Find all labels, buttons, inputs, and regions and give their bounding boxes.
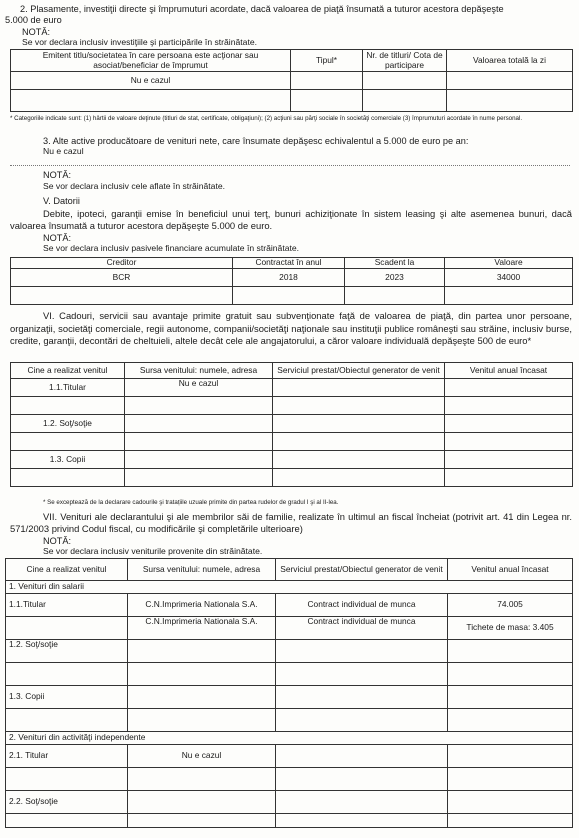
sec3-nota-text: Se vor declara inclusiv cele aflate în străinătate. bbox=[43, 181, 225, 191]
table-cell bbox=[125, 397, 273, 415]
table-cell bbox=[128, 768, 276, 791]
sec2-col-valoare: Valoarea totală la zi bbox=[447, 50, 573, 72]
sec7-row-sot: 1.2. Soţ/soţie bbox=[6, 640, 128, 663]
sec6-col-sursa: Sursa venitului: numele, adresa bbox=[125, 363, 273, 379]
sec5-valoare: 34000 bbox=[445, 269, 573, 287]
table-cell bbox=[276, 768, 448, 791]
sec2-col-nr-titluri: Nr. de titluri/ Cota de participare bbox=[363, 50, 447, 72]
sec6-col-cine: Cine a realizat venitul bbox=[11, 363, 125, 379]
sec7-row2-venit: Tichete de masa: 3.405 bbox=[448, 617, 573, 640]
table-cell bbox=[291, 72, 363, 90]
sec5-scadent: 2023 bbox=[345, 269, 445, 287]
table-cell bbox=[128, 663, 276, 686]
table-cell bbox=[448, 686, 573, 709]
sec2-row-text: Nu e cazul bbox=[11, 72, 291, 90]
table-cell bbox=[11, 90, 291, 112]
sec7-row-sot2: 2.2. Soţ/soţie bbox=[6, 791, 128, 814]
table-cell bbox=[128, 709, 276, 732]
dotted-divider bbox=[10, 165, 570, 166]
table-cell bbox=[445, 451, 573, 469]
sec7-titular2-nu-e-cazul: Nu e cazul bbox=[128, 745, 276, 768]
sec6-col-venitul: Venitul anual încasat bbox=[445, 363, 573, 379]
table-cell bbox=[128, 791, 276, 814]
table-cell bbox=[363, 90, 447, 112]
sec6-row-sot: 1.2. Soţ/soţie bbox=[11, 415, 125, 433]
table-cell bbox=[11, 287, 233, 305]
sec2-nota-text: Se vor declara inclusiv investiţiile şi participările în străinătate. bbox=[22, 37, 257, 47]
table-cell bbox=[448, 709, 573, 732]
sec5-contractat: 2018 bbox=[233, 269, 345, 287]
sec7-row-titular: 1.1.Titular bbox=[6, 594, 128, 617]
table-cell bbox=[273, 415, 445, 433]
table-cell bbox=[345, 287, 445, 305]
sec7-row1-sursa: C.N.Imprimeria Nationala S.A. bbox=[128, 594, 276, 617]
sec7-nota-text: Se vor declara inclusiv veniturile provenite din străinătate. bbox=[43, 546, 263, 556]
sec2-table bbox=[10, 49, 573, 112]
table-cell bbox=[448, 663, 573, 686]
table-cell bbox=[445, 397, 573, 415]
table-cell bbox=[448, 791, 573, 814]
sec6-nu-e-cazul: Nu e cazul bbox=[125, 379, 273, 397]
table-cell bbox=[363, 72, 447, 90]
table-cell bbox=[448, 814, 573, 828]
table-cell bbox=[448, 768, 573, 791]
sec2-heading-cont: 5.000 de euro bbox=[5, 15, 62, 25]
sec7-row-copii: 1.3. Copii bbox=[6, 686, 128, 709]
sec2-heading: 2. Plasamente, investiţii directe şi împrumuturi acordate, dacă valoarea de piaţă însumată a tuturor acestora depăşeşte bbox=[20, 4, 504, 14]
table-cell bbox=[125, 415, 273, 433]
sec2-col-emitent: Emitent titlu/societatea în care persoana este acţionar sau asociat/beneficiar de împrumut bbox=[11, 50, 291, 72]
sec7-col-venitul: Venitul anual încasat bbox=[448, 559, 573, 581]
sec6-row-copii: 1.3. Copii bbox=[11, 451, 125, 469]
sec6-footnote: * Se exceptează de la declarare cadourile şi tratațiile uzuale primite din partea rudelor de gradul I şi al II-lea. bbox=[43, 499, 339, 506]
table-cell bbox=[276, 814, 448, 828]
sec6-row-titular: 1.1.Titular bbox=[11, 379, 125, 397]
table-cell bbox=[125, 451, 273, 469]
sec7-table bbox=[5, 558, 573, 828]
table-cell bbox=[125, 433, 273, 451]
table-cell bbox=[448, 745, 573, 768]
sec7-col-serviciul: Serviciul prestat/Obiectul generator de venit bbox=[276, 559, 448, 581]
table-cell bbox=[11, 397, 125, 415]
sec7-row1-venit: 74.005 bbox=[448, 594, 573, 617]
table-cell bbox=[6, 768, 128, 791]
table-cell bbox=[6, 617, 128, 640]
sec5-col-valoare: Valoare bbox=[445, 258, 573, 269]
table-cell bbox=[273, 433, 445, 451]
sec7-row2-serviciul: Contract individual de munca bbox=[276, 617, 448, 640]
table-cell bbox=[276, 663, 448, 686]
sec2-col-tipul: Tipul* bbox=[291, 50, 363, 72]
table-cell bbox=[448, 640, 573, 663]
sec2-footnote: * Categoriile indicate sunt: (1) hârtii de valoare deţinute (titluri de stat, certificate, obligaţiuni); (2) acţiuni sau părţi sociale în societăţi comerciale (3) împrumuturi acordate în nume personal. bbox=[10, 115, 523, 122]
sec7-group-salarii: 1. Venituri din salarii bbox=[6, 581, 573, 594]
table-cell bbox=[291, 90, 363, 112]
sec5-creditor: BCR bbox=[11, 269, 233, 287]
table-cell bbox=[128, 640, 276, 663]
sec7-text: VII. Venituri ale declarantului şi ale membrilor săi de familie, realizate în ultimul an fiscal încheiat (potrivit art. 41 din Legea nr. 571/2003 privind Codul fiscal, cu modificările şi completările ulterioare) bbox=[10, 511, 572, 534]
table-cell bbox=[273, 451, 445, 469]
table-cell bbox=[11, 433, 125, 451]
table-cell bbox=[447, 72, 573, 90]
sec7-row1-serviciul: Contract individual de munca bbox=[276, 594, 448, 617]
table-cell bbox=[445, 433, 573, 451]
table-cell bbox=[445, 379, 573, 397]
sec7-col-cine: Cine a realizat venitul bbox=[6, 559, 128, 581]
sec2-nota: NOTĂ: bbox=[22, 27, 51, 37]
sec7-row-titular2: 2.1. Titular bbox=[6, 745, 128, 768]
table-cell bbox=[128, 814, 276, 828]
sec5-title: V. Datorii bbox=[43, 196, 80, 206]
table-cell bbox=[276, 640, 448, 663]
sec7-nota: NOTĂ: bbox=[43, 536, 72, 546]
table-cell bbox=[276, 709, 448, 732]
sec5-col-creditor: Creditor bbox=[11, 258, 233, 269]
sec5-col-contractat: Contractat în anul bbox=[233, 258, 345, 269]
sec5-nota: NOTĂ: bbox=[43, 233, 72, 243]
table-cell bbox=[11, 469, 125, 487]
sec3-heading: 3. Alte active producătoare de venituri nete, care însumate depăşesc echivalentul a 5.000 de euro pe an: bbox=[43, 136, 469, 146]
table-cell bbox=[6, 814, 128, 828]
table-cell bbox=[445, 469, 573, 487]
table-cell bbox=[233, 287, 345, 305]
table-cell bbox=[128, 686, 276, 709]
table-cell bbox=[276, 686, 448, 709]
sec6-table bbox=[10, 362, 573, 487]
table-cell bbox=[447, 90, 573, 112]
sec5-table bbox=[10, 257, 573, 305]
sec7-row2-sursa: C.N.Imprimeria Nationala S.A. bbox=[128, 617, 276, 640]
table-cell bbox=[445, 415, 573, 433]
table-cell bbox=[276, 791, 448, 814]
table-cell bbox=[273, 469, 445, 487]
sec6-col-serviciul: Serviciul prestat/Obiectul generator de venit bbox=[273, 363, 445, 379]
table-cell bbox=[6, 709, 128, 732]
sec6-text: VI. Cadouri, servicii sau avantaje primite gratuit sau subvenţionate faţă de valoarea de piaţă, din partea unor persoane, organizaţii, societăţi comerciale, regii autonome, companii/societăţi naţionale sau instituţii publice româneşti sau străine, inclusiv burse, credite, garanţii, decontări de cheltuieli, altele decât cele ale angajatorului, a căror valoare individuală depăşeşte 500 de euro* bbox=[10, 310, 572, 346]
table-cell bbox=[6, 663, 128, 686]
sec5-col-scadent: Scadent la bbox=[345, 258, 445, 269]
sec5-text: Debite, ipoteci, garanţii emise în beneficiul unui terţ, bunuri achiziţionate în sistem leasing şi alte asemenea bunuri, dacă valoarea însumată a tuturor acestora depăşeşte 5.000 de euro. bbox=[10, 208, 572, 231]
table-cell bbox=[445, 287, 573, 305]
table-cell bbox=[125, 469, 273, 487]
table-cell bbox=[273, 379, 445, 397]
sec3-nota: NOTĂ: bbox=[43, 170, 72, 180]
table-cell bbox=[273, 397, 445, 415]
sec7-group-independente: 2. Venituri din activităţi independente bbox=[6, 732, 573, 745]
table-cell bbox=[276, 745, 448, 768]
sec5-nota-text: Se vor declara inclusiv pasivele financiare acumulate în străinătate. bbox=[43, 243, 300, 253]
sec7-col-sursa: Sursa venitului: numele, adresa bbox=[128, 559, 276, 581]
sec3-value: Nu e cazul bbox=[43, 146, 84, 156]
